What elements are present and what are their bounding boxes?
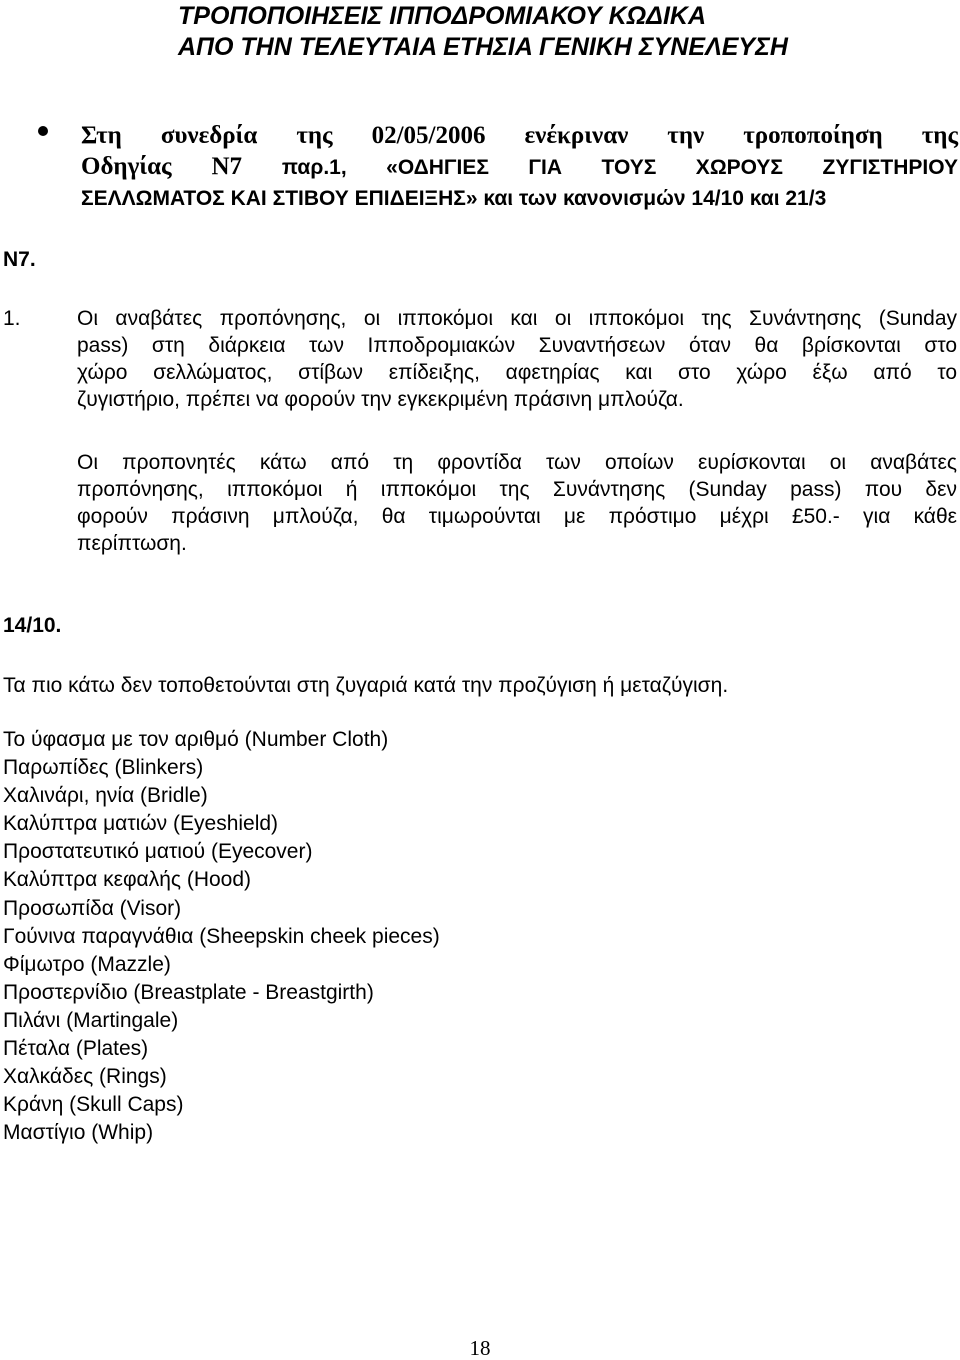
list-item: Πιλάνι (Martingale) bbox=[3, 1008, 179, 1032]
rule-text: Τα πιο κάτω δεν τοποθετούνται στη ζυγαριά κατά την προζύγιση ή μεταζύγιση. bbox=[3, 674, 729, 697]
list-item: Προσωπίδα (Visor) bbox=[3, 896, 182, 920]
document-title-line-1: ΤΡΟΠΟΠΟΙΗΣΕΙΣ ΙΠΠΟΔΡΟΜΙΑΚΟΥ ΚΩΔΙΚΑ bbox=[178, 2, 707, 30]
list-item: Καλύπτρα ματιών (Eyeshield) bbox=[3, 812, 279, 836]
list-item: Το ύφασμα με τον αριθμό (Number Cloth) bbox=[3, 728, 389, 751]
intro-paragraph bbox=[81, 120, 958, 214]
intro-line-3: ΣΕΛΛΩΜΑΤΟΣ ΚΑΙ ΣΤΙΒΟΥ ΕΠΙΔΕΙΞΗΣ» και των κανονισμών 14/10 και 21/3 bbox=[81, 187, 827, 210]
intro-line-2-sans: παρ.1, «ΟΔΗΓΙΕΣ ΓΙΑ ΤΟΥΣ ΧΩΡΟΥΣ ΖΥΓΙΣΤΗΡΙΟΥ bbox=[281, 156, 958, 179]
intro-line-1: Στη συνεδρία της 02/05/2006 ενέκριναν την τροποποίηση της bbox=[81, 122, 958, 149]
list-item: Μαστίγιο (Whip) bbox=[3, 1121, 154, 1145]
list-item: Προστατευτικό ματιού (Eyecover) bbox=[3, 840, 313, 864]
list-item: Πέταλα (Plates) bbox=[3, 1037, 149, 1061]
list-item: Καλύπτρα κεφαλής (Hood) bbox=[3, 868, 252, 892]
bullet-icon bbox=[38, 126, 48, 136]
list-item: Κράνη (Skull Caps) bbox=[3, 1093, 184, 1117]
document-title-line-2: ΑΠΟ ΤΗΝ ΤΕΛΕΥΤΑΙΑ ΕΤΗΣΙΑ ΓΕΝΙΚΗ ΣΥΝΕΛΕΥΣΗ bbox=[178, 33, 788, 61]
paragraph-line: Οι προπονητές κάτω από τη φροντίδα των οποίων ευρίσκονται οι αναβάτες bbox=[77, 451, 957, 474]
paragraph-line: χώρο σελλώματος, στίβων επίδειξης, αφετηρίας και στο χώρο έξω από το bbox=[77, 361, 957, 384]
paragraph-line: Οι αναβάτες προπόνησης, οι ιπποκόμοι και οι ιπποκόμοι της Συνάντησης (Sunday bbox=[77, 307, 957, 330]
list-item: Χαλκάδες (Rings) bbox=[3, 1065, 167, 1089]
page-number: 18 bbox=[469, 1336, 491, 1360]
list-item: Προστερνίδιο (Breastplate - Breastgirth) bbox=[3, 980, 374, 1004]
paragraph-line: ζυγιστήριο, πρέπει να φορούν την εγκεκριμένη πράσινη μπλούζα. bbox=[77, 388, 684, 411]
list-item: Χαλινάρι, ηνία (Bridle) bbox=[3, 784, 208, 808]
paragraph-line: φορούν πράσινη μπλούζα, θα τιμωρούνται με πρόστιμο μέχρι £50.- για κάθε bbox=[77, 505, 957, 528]
section-heading-n7: Ν7. bbox=[3, 248, 36, 271]
list-item: Γούνινα παραγνάθια (Sheepskin cheek pieces) bbox=[3, 924, 440, 948]
n7-paragraph-1 bbox=[77, 305, 957, 413]
n7-paragraph-2 bbox=[77, 449, 957, 557]
item-number: 1. bbox=[3, 307, 21, 330]
list-item: Παρωπίδες (Blinkers) bbox=[3, 756, 204, 780]
equipment-list bbox=[3, 726, 440, 1147]
section-heading-14-10: 14/10. bbox=[3, 614, 62, 637]
paragraph-line: περίπτωση. bbox=[77, 532, 187, 555]
list-item: Φίμωτρο (Mazzle) bbox=[3, 952, 171, 976]
intro-line-2 bbox=[81, 151, 958, 183]
paragraph-line: pass) στη διάρκεια των Ιπποδρομιακών Συναντήσεων όταν θα βρίσκονται στο bbox=[77, 334, 957, 357]
intro-line-2-serif: Οδηγίας Ν7 bbox=[81, 153, 282, 180]
paragraph-line: προπόνησης, ιπποκόμοι ή ιπποκόμοι της Συνάντησης (Sunday pass) που δεν bbox=[77, 478, 957, 501]
